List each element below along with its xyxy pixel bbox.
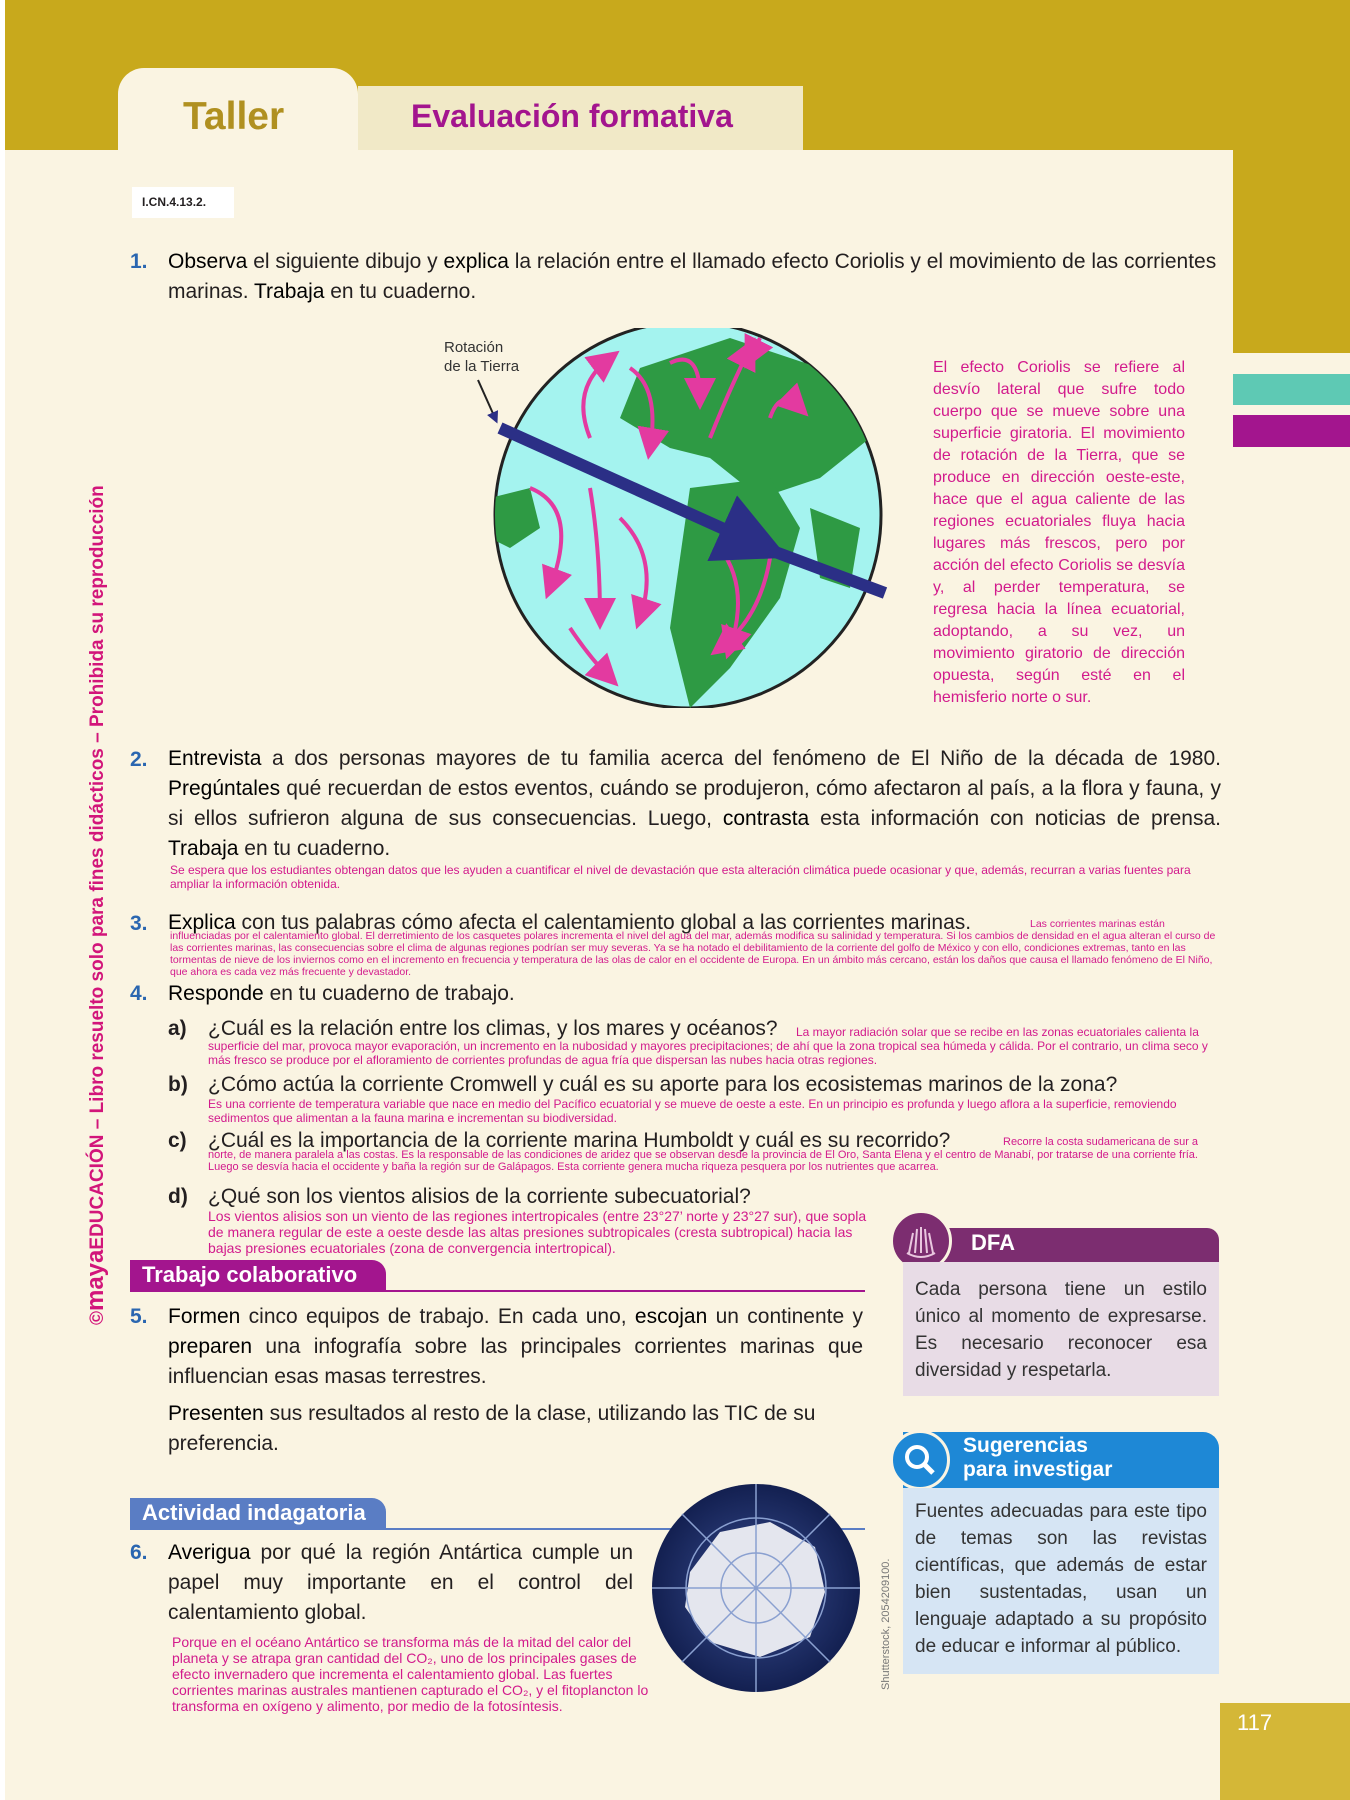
question-5	[168, 1302, 863, 1392]
question-text: con tus palabras cómo afecta el calentamiento global a las corrientes marinas.	[235, 911, 972, 934]
copyright-symbol: ©	[87, 1311, 108, 1325]
question-number: 6.	[130, 1541, 148, 1564]
question-text: el siguiente dibujo y	[247, 250, 444, 273]
question-number: 3.	[130, 912, 148, 935]
item-letter: d)	[168, 1185, 188, 1208]
verb: contrasta	[722, 807, 810, 830]
right-band	[1233, 150, 1350, 353]
q6-answer: Porque en el océano Antártico se transforma más de la mitad del calor del planeta y se atrapa gran cantidad del CO₂, uno de los principales gases de efecto invernadero que incrementa el calentamiento global. Las fuertes corrientes marinas australes mantienen capturado el CO₂, y el fitoplancton lo transforma en oxígeno y alimento, por medio de la fotosíntesis.	[172, 1634, 649, 1714]
coriolis-globe-diagram	[430, 328, 900, 708]
item-question: ¿Cuál es la relación entre los climas, y los mares y océanos?	[208, 1017, 778, 1040]
question-number: 2.	[130, 748, 148, 771]
search-icon	[890, 1430, 950, 1490]
question-text: en tu cuaderno.	[324, 280, 477, 303]
question-text: en tu cuaderno de trabajo.	[263, 982, 515, 1005]
verb: preparen	[168, 1335, 253, 1358]
taller-label: Taller	[183, 95, 285, 138]
question-text: por qué la región Antártica cumple un papel muy importante en el control del calentamiento global.	[168, 1541, 633, 1624]
question-4	[168, 979, 515, 1009]
brand-logo: maya	[82, 1249, 109, 1311]
question-text: qué recuerdan de estos eventos, cuándo se produjeron, cómo afectaron al país, a la flora y fauna, y si ellos sufrieron alguna de sus consecuencias. Luego,	[168, 777, 1221, 830]
dfa-text: Cada persona tiene un estilo único al momento de expresarse. Es necesario reconocer esa diversidad y respetarla.	[903, 1262, 1219, 1396]
verb: Pregúntales	[168, 777, 281, 800]
item-question: ¿Qué son los vientos alisios de la corriente subecuatorial?	[208, 1185, 751, 1208]
tab-magenta[interactable]	[1233, 415, 1350, 447]
item-letter: c)	[168, 1129, 187, 1152]
verb: Formen	[168, 1305, 241, 1328]
verb: Explica	[168, 911, 236, 934]
question-text: cinco equipos de trabajo. En cada uno,	[240, 1305, 635, 1328]
question-text: en tu cuaderno.	[238, 837, 391, 860]
diagram-label-line: de la Tierra	[444, 358, 520, 375]
indicator-code: I.CN.4.13.2.	[132, 187, 234, 218]
question-number: 5.	[130, 1305, 148, 1328]
indagatoria-heading: Actividad indagatoria	[130, 1498, 386, 1530]
verb: Presenten	[168, 1402, 264, 1425]
verb: Observa	[168, 250, 248, 273]
page-title: Evaluación formativa	[411, 98, 733, 134]
verb: Entrevista	[168, 747, 262, 770]
page-number: 117	[1237, 1710, 1273, 1735]
item-answer: La mayor radiación solar que se recibe en las zonas ecuatoriales calienta la superficie del mar, provoca mayor evaporación, un incremento en la nubosidad y mayores precipitaciones; de ahí que la zona tropical sea húmeda y cálida. Por el contrario, un clima seco y más fresco se produce por el afloramiento de corrientes profundas de agua fría que dispersan las nubes hacia otras regiones.	[208, 1025, 1208, 1067]
sugerencias-heading-line: para investigar	[963, 1458, 1113, 1481]
question-text: una infografía sobre las principales corrientes marinas que influencian esas masas terrestres.	[168, 1335, 863, 1388]
copyright-text: EDUCACIÓN – Libro resuelto solo para fines didácticos – Prohibida su reproducción	[87, 485, 108, 1250]
page-background-right	[1233, 353, 1350, 1703]
verb: Trabaja	[253, 280, 325, 303]
rotation-pointer-arrow	[478, 380, 495, 418]
verb: explica	[443, 250, 509, 273]
item-question: ¿Cuál es la importancia de la corriente marina Humboldt y cuál es su recorrido?	[208, 1129, 951, 1152]
question-text: esta información con noticias de prensa.	[809, 807, 1221, 830]
dfa-heading: DFA	[971, 1230, 1015, 1255]
q3-answer: Las corrientes marinas están influenciadas por el calentamiento global. El derretimiento de los casquetes polares incrementa el nivel del agua del mar, además modifica su salinidad y temperatura. Si los cambios de densidad en el agua alteran el curso de las corrientes marinas, las consecuencias sobre el clima de algunas regiones podrían ser muy severas. Ya se ha notado el debilitamiento de la corriente del golfo de México y con ello, condiciones extremas, tanto en las tormentas de nieve de los inviernos como en el incremento en frecuencia y temperatura de las olas de calor en el occidente de Europa. En un ámbito más cercano, están los daños que causa el llamado fenómeno de El Niño, que ahora es cada vez más frecuente y devastador.	[170, 918, 1216, 978]
sugerencias-heading	[963, 1434, 1112, 1482]
q2-answer: Se espera que los estudiantes obtengan datos que les ayuden a cuantificar el nivel de devastación que esta alteración climática puede ocasionar y que, además, recurran a varias fuentes para ampliar la información obtenida.	[170, 863, 1191, 891]
photo-credit: Shutterstock, 2054209100.	[880, 1558, 892, 1690]
question-number: 1.	[130, 250, 148, 273]
sugerencias-text: Fuentes adecuadas para este tipo de temas son las revistas científicas, que además de estar bien sustentadas, usan un lenguaje adaptado a su propósito de educar e informar al público.	[903, 1488, 1219, 1674]
item-question: ¿Cómo actúa la corriente Cromwell y cuál es su aporte para los ecosistemas marinos de la zona?	[208, 1073, 1118, 1096]
q1-answer: El efecto Coriolis se refiere al desvío lateral que sufre todo cuerpo que se mueve sobre una superficie giratoria. El movimiento de rotación de la Tierra, que se produce en dirección oeste-este, hace que el agua caliente de las regiones ecuatoriales fluya hacia lugares más frescos, pero por acción del efecto Coriolis se desvía y, al perder temperatura, se regresa hacia la línea ecuatorial, adoptando, a su vez, un movimiento giratorio de dirección opuesta, según esté en el hemisferio norte o sur.	[933, 359, 1185, 706]
antarctica-image	[650, 1482, 862, 1694]
collab-divider	[130, 1290, 865, 1292]
question-text: sus resultados al resto de la clase, utilizando las TIC de su preferencia.	[168, 1402, 816, 1455]
sugerencias-heading-line: Sugerencias	[963, 1434, 1088, 1457]
verb: escojan	[634, 1305, 708, 1328]
verb: Trabaja	[168, 837, 239, 860]
question-1	[168, 247, 1221, 307]
verb: Responde	[168, 982, 264, 1005]
question-text: a dos personas mayores de tu familia acerca del fenómeno de El Niño de la década de 1980.	[261, 747, 1221, 770]
question-text: la relación entre el llamado efecto Coriolis y el movimiento de las corrientes marinas.	[168, 250, 1217, 303]
question-6	[168, 1538, 633, 1628]
question-text: un continente y	[707, 1305, 863, 1328]
copyright-notice	[82, 485, 110, 1325]
item-answer: Los vientos alisios son un viento de las regiones intertropicales (entre 23°27’ norte y 23°27 sur), que sopla de manera regular de este a oeste desde las altas presiones subtropicales (cresta subtropical) hacia las bajas presiones ecuatoriales (zona de convergencia intertropical).	[208, 1208, 867, 1256]
diagram-label-line: Rotación	[444, 339, 504, 356]
item-letter: b)	[168, 1073, 188, 1096]
collab-heading: Trabajo colaborativo	[130, 1260, 386, 1292]
item-letter: a)	[168, 1017, 187, 1040]
question-5-continuation	[168, 1399, 863, 1459]
item-answer: Recorre la costa sudamericana de sur a norte, de manera paralela a las costas. Es la responsable de las condiciones de aridez que se observan desde la provincia de El Oro, Santa Elena y el centro de Manabí, por tratarse de una corriente fría. Luego se desvía hacia el occidente y baña la región sur de Galápagos. Esta corriente genera mucha riqueza pesquera por los nutrientes que acarrea.	[208, 1136, 1199, 1173]
question-number: 4.	[130, 982, 148, 1005]
tab-teal[interactable]	[1233, 374, 1350, 405]
verb: Averigua	[168, 1541, 251, 1564]
item-answer: Es una corriente de temperatura variable que nace en medio del Pacífico ecuatorial y se mueve de oeste a este. En un principio es profunda y luego aflora a la superficie, removiendo sedimentos que alimentan a la fauna marina e incrementan su biodiversidad.	[208, 1097, 1177, 1125]
question-2	[168, 744, 1221, 864]
